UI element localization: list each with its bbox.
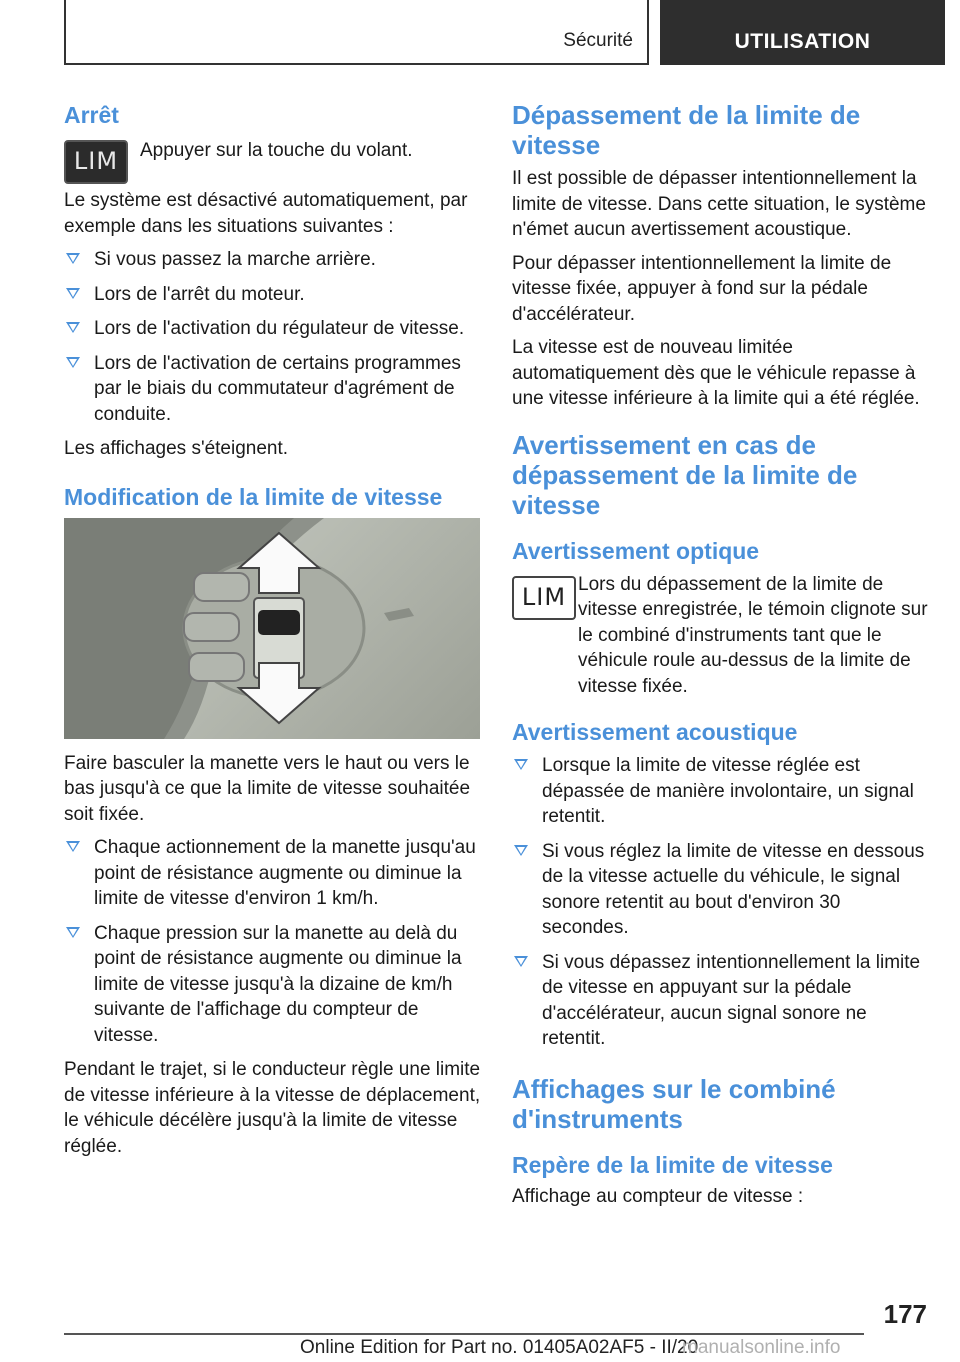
modif-list [64, 835, 482, 1048]
lim-button-icon [64, 140, 128, 184]
arret-intro: Le système est désactivé automatiquement, par exemple dans les situations suivantes : [64, 190, 468, 237]
bullet-triangle-icon [66, 927, 80, 938]
arret-instruction: Appuyer sur la touche du volant. [140, 140, 413, 161]
list-item: Chaque actionnement de la manette jusqu'au point de résistance augmente ou diminue la limite de vitesse d'environ 1 km/h. [64, 835, 482, 912]
affichages-heading: Affichages sur le combiné d'instruments [512, 1073, 836, 1134]
arret-list [64, 247, 482, 427]
lim-indicator-label: LIM [521, 582, 567, 611]
list-item: Si vous dépassez intentionnellement la limite de vitesse en appuyant sur la pédale d'accélérateur, aucun signal sonore ne retentit. [512, 950, 930, 1052]
repere-text: Affichage au compteur de vitesse : [512, 1185, 804, 1207]
lim-icon-label: LIM [73, 147, 119, 176]
page-number: 177 [883, 1299, 927, 1329]
watermark-text: manualsonline.info [682, 1337, 841, 1358]
list-item: Lors de l'arrêt du moteur. [64, 282, 482, 308]
steering-wheel-illustration [64, 518, 480, 739]
section-title: Sécurité [563, 30, 633, 51]
right-column [512, 100, 930, 1217]
depass-heading: Dépassement de la limite de vitesse [512, 100, 861, 160]
modif-outro: Pendant le trajet, si le conducteur règle une limite de vitesse inférieure à la vitesse de déplacement, le véhicule décélère jusqu'à la limite de vitesse réglée. [64, 1059, 481, 1157]
avert-heading: Avertissement en cas de dépassement de la limite de vitesse [512, 429, 858, 520]
list-item: Si vous passez la marche arrière. [64, 247, 482, 273]
depass-p2: Pour dépasser intentionnellement la limite de vitesse fixée, appuyer à fond sur la pédale d'accélérateur. [512, 252, 892, 325]
steering-wheel-rocker-image [64, 518, 480, 739]
arret-heading: Arrêt [64, 102, 119, 128]
bullet-triangle-icon [66, 288, 80, 299]
lim-indicator-icon [512, 576, 576, 620]
optique-text: Lors du dépassement de la limite de vitesse enregistrée, le témoin clignote sur le combiné d'instruments tant que le véhicule roule au-dessus de la limite de vitesse fixée. [578, 573, 928, 697]
depass-p1: Il est possible de dépasser intentionnellement la limite de vitesse. Dans cette situation, le système n'émet aucun avertissement acoustique. [512, 168, 926, 240]
list-item: Chaque pression sur la manette au delà du point de résistance augmente ou diminue la limite de vitesse jusqu'à la dizaine de km/h suivante de l'affichage du compteur de vitesse. [64, 921, 482, 1049]
arret-lim-row [64, 136, 482, 186]
chapter-tab: UTILISATION [660, 0, 945, 65]
bullet-triangle-icon [66, 841, 80, 852]
modif-heading: Modification de la limite de vitesse [64, 483, 443, 510]
bullet-triangle-icon [66, 357, 80, 368]
footer-divider [64, 1333, 864, 1335]
acoustique-heading: Avertissement acoustique [512, 719, 798, 745]
list-item: Si vous réglez la limite de vitesse en dessous de la vitesse actuelle du véhicule, le signal sonore retentit au bout d'environ 30 secondes. [512, 839, 930, 941]
optique-lim-row [512, 572, 930, 700]
repere-heading: Repère de la limite de vitesse [512, 1151, 833, 1178]
acoustique-list [512, 753, 930, 1052]
arret-outro: Les affichages s'éteignent. [64, 438, 289, 459]
edition-text: Online Edition for Part no. 01405A02AF5 - II/20 [300, 1337, 699, 1358]
depass-p3: La vitesse est de nouveau limitée automatiquement dès que le véhicule repasse à une vitesse inférieure à la limite qui a été réglée. [512, 337, 920, 409]
optique-heading: Avertissement optique [512, 537, 760, 564]
bullet-triangle-icon [514, 845, 528, 856]
bullet-triangle-icon [514, 956, 528, 967]
bullet-triangle-icon [66, 253, 80, 264]
bullet-triangle-icon [66, 322, 80, 333]
list-item: Lors de l'activation de certains programmes par le biais du commutateur d'agrément de conduite. [64, 351, 482, 428]
left-column [64, 100, 482, 1167]
list-item: Lors de l'activation du régulateur de vitesse. [64, 316, 482, 342]
modif-text: Faire basculer la manette vers le haut ou vers le bas jusqu'à ce que la limite de vitesse souhaitée soit fixée. [64, 752, 471, 825]
header-section-box [64, 0, 649, 65]
list-item: Lorsque la limite de vitesse réglée est dépassée de manière involontaire, un signal retentit. [512, 753, 930, 830]
bullet-triangle-icon [514, 759, 528, 770]
